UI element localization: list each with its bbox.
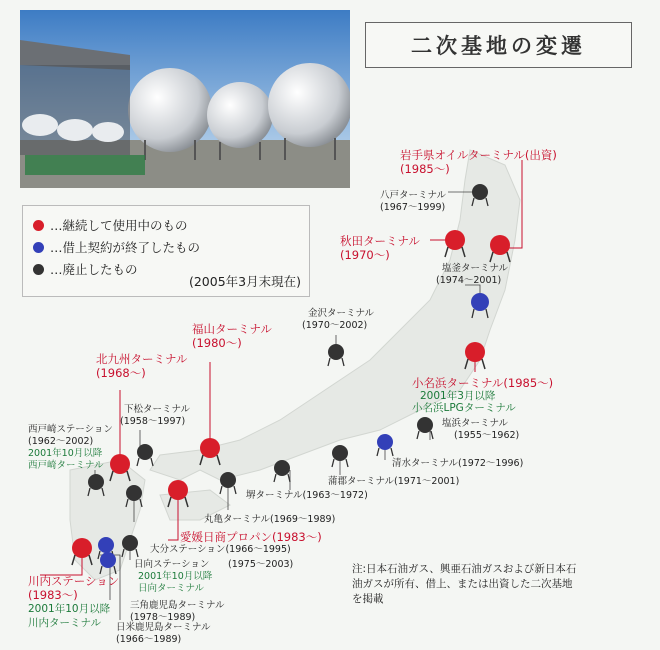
footnote: 注:日本石油ガス、興亜石油ガスおよび新日本石油ガスが所有、借上、または出資した二次基地を掲載	[352, 563, 577, 605]
label-sendai: 川内ステーション (1983～) 2001年10月以降 川内ターミナル	[28, 574, 120, 629]
label-shiogama: 塩釜ターミナル (1974～2001)	[436, 263, 509, 286]
label-ehime: 愛媛日商プロパン(1983～)	[180, 530, 322, 544]
label-akita: 秋田ターミナル (1970～)	[340, 234, 420, 262]
label-marugame: 丸亀ターミナル(1969～1989)	[204, 514, 336, 525]
label-fukuyama: 福山ターミナル (1980～)	[192, 322, 272, 350]
label-shimizu: 清水ターミナル(1972～1996)	[392, 458, 524, 469]
label-kitakyushu: 北九州ターミナル (1968～)	[96, 352, 188, 380]
page-title: 二次基地の変遷	[411, 34, 586, 58]
label-shiohama: 塩浜ターミナル (1955～1962)	[442, 418, 520, 441]
label-sakai: 堺ターミナル(1963～1972)	[246, 490, 368, 501]
legend-lease-ended-label: …借上契約が終了したもの	[50, 240, 201, 255]
tank-sakai[interactable]	[274, 460, 290, 482]
label-hyuga-period: (1975～2003)	[228, 559, 294, 570]
label-oita: 大分ステーション(1966～1995)	[150, 544, 291, 555]
label-hyuga-notes: 2001年10月以降 日向ターミナル	[138, 571, 213, 594]
tank-shiohama[interactable]	[417, 417, 433, 439]
label-iwate: 岩手県オイルターミナル(出資) (1985～)	[400, 148, 557, 176]
tank-shimonoseki[interactable]	[137, 444, 153, 466]
label-shimonoseki: 下松ターミナル (1958～1997)	[120, 404, 191, 427]
label-kagoshima: 日米鹿児島ターミナル (1966～1989)	[116, 622, 211, 645]
label-nishitozaki: 西戸崎ステーション (1962～2002) 2001年10月以降 西戸崎ターミナル	[28, 424, 113, 471]
label-hyuga: 日向ステーション	[134, 559, 210, 570]
as-of-date: (2005年3月末現在)	[188, 274, 301, 289]
legend-closed-label: …廃止したもの	[50, 262, 138, 277]
tank-kanazawa[interactable]	[328, 344, 344, 366]
label-kanazawa: 金沢ターミナル (1970～2002)	[302, 308, 375, 331]
legend-active-label: …継続して使用中のもの	[50, 218, 188, 233]
label-hachinohe: 八戸ターミナル (1967～1999)	[380, 190, 447, 213]
label-onahama: 小名浜ターミナル(1985～) 2001年3月以降 小名浜LPGターミナル	[412, 376, 554, 414]
label-misumi: 三角鹿児島ターミナル (1978～1989)	[130, 600, 225, 623]
label-gamagori: 蒲郡ターミナル(1971～2001)	[328, 476, 460, 487]
